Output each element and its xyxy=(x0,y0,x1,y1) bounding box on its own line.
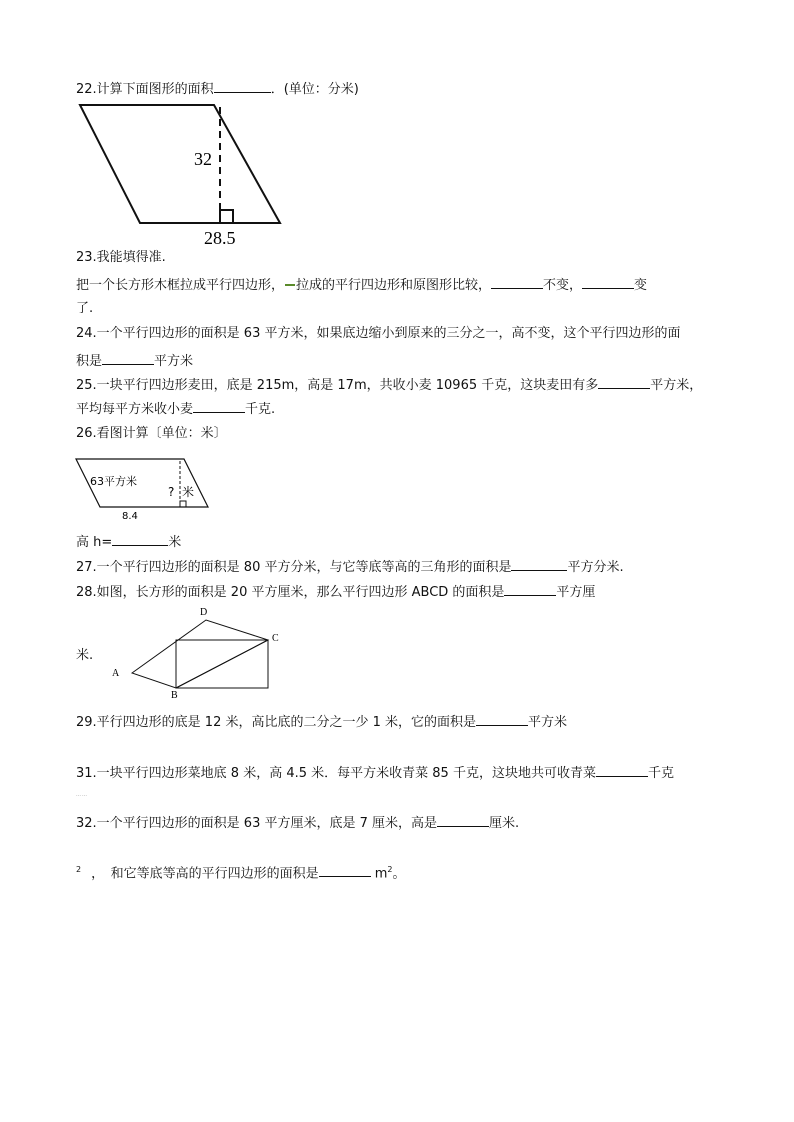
q25-unit-2: 千克. xyxy=(245,402,276,417)
q23-line xyxy=(76,275,647,295)
q22-right-angle-mark xyxy=(220,210,233,223)
q28-unit: 平方厘 xyxy=(556,585,596,600)
q25-line-2 xyxy=(76,399,275,419)
q33-superscript-2: 2 xyxy=(387,865,393,874)
q26-answer-blank[interactable] xyxy=(112,532,168,546)
q22-height-label: 32 xyxy=(194,149,212,169)
q27-text: 27.一个平行四边形的面积是 80 平方分米，与它等底等高的三角形的面积是 xyxy=(76,560,512,575)
q25-answer-blank-2[interactable] xyxy=(193,399,245,413)
q28-geometry-figure xyxy=(106,602,290,698)
q31-small-mark: …… xyxy=(76,792,88,798)
q28-label-c: C xyxy=(272,633,279,644)
q26-text: 高 h= xyxy=(76,535,113,550)
q23-text-b: 拉成的平行四边形和原图形比较， xyxy=(296,278,492,293)
q32-answer-blank[interactable] xyxy=(437,813,489,827)
q26-height-question: ? xyxy=(168,485,175,499)
q32-text: 32.一个平行四边形的面积是 63 平方厘米，底是 7 厘米，高是 xyxy=(76,816,438,831)
q32-unit: 厘米. xyxy=(489,816,520,831)
q26-title: 26.看图计算〔单位：米〕 xyxy=(76,426,227,441)
q28-line-2: 米. xyxy=(76,648,94,663)
q29-unit: 平方米 xyxy=(528,715,568,730)
q22-base-label: 28.5 xyxy=(204,228,236,248)
q22-text: 22.计算下面图形的面积 xyxy=(76,82,214,97)
q33-text: ， 和它等底等高的平行四边形的面积是 xyxy=(91,866,319,882)
q27-line xyxy=(76,557,624,577)
q22-unit-text: ．(单位：分米) xyxy=(270,82,359,97)
q33-end: 。 xyxy=(392,866,406,882)
q28-parallelogram-abcd xyxy=(132,620,268,688)
q27-unit: 平方分米. xyxy=(567,560,624,575)
q22-line xyxy=(76,79,359,99)
q29-text: 29.平行四边形的底是 12 米，高比底的二分之一少 1 米，它的面积是 xyxy=(76,715,477,730)
q28-label-a: A xyxy=(112,668,120,679)
q33-answer-blank[interactable] xyxy=(319,863,371,877)
q28-line-1 xyxy=(76,582,595,602)
q28-diagonal-line xyxy=(176,640,268,688)
q22-parallelogram-figure xyxy=(72,98,288,248)
q23-text-a: 把一个长方形木框拉成平行四边形， xyxy=(76,278,285,293)
q27-answer-blank[interactable] xyxy=(511,557,567,571)
q25-answer-blank-1[interactable] xyxy=(598,375,650,389)
q28-answer-blank[interactable] xyxy=(504,582,556,596)
q31-answer-blank[interactable] xyxy=(596,763,648,777)
q24-line-1: 24.一个平行四边形的面积是 63 平方米，如果底边缩小到原来的三分之一，高不变，这个平行四边形的面 xyxy=(76,326,681,341)
q26-area-label: 63平方米 xyxy=(90,475,137,488)
q23-text-c: 不变， xyxy=(543,278,583,293)
q23-answer-blank-1[interactable] xyxy=(491,275,543,289)
q24-unit: 平方米 xyxy=(154,354,194,369)
q33-line xyxy=(76,861,406,883)
q31-unit: 千克 xyxy=(647,766,674,781)
q24-answer-blank[interactable] xyxy=(102,351,154,365)
q22-answer-blank[interactable] xyxy=(214,79,271,93)
q26-base-label: 8.4 xyxy=(122,511,138,522)
q23-line-end: 了. xyxy=(76,301,94,316)
q28-text: 28.如图，长方形的面积是 20 平方厘米，那么平行四边形 ABCD 的面积是 xyxy=(76,585,505,600)
q23-title: 23.我能填得准. xyxy=(76,250,166,265)
q25-text-2: 平均每平方米收小麦 xyxy=(76,402,194,417)
q31-line xyxy=(76,763,674,783)
q25-unit-1: 平方米， xyxy=(650,378,703,393)
q32-line xyxy=(76,813,519,833)
q26-right-angle-mark xyxy=(180,501,186,507)
q26-unit-label: 米 xyxy=(182,485,195,499)
q28-label-b: B xyxy=(171,690,178,698)
q23-answer-blank-2[interactable] xyxy=(582,275,634,289)
q26-answer-line xyxy=(76,532,181,552)
q24-text: 积是 xyxy=(76,354,103,369)
q23-text-d: 变 xyxy=(634,278,648,293)
q26-parallelogram-figure xyxy=(72,456,212,522)
q25-line-1 xyxy=(76,375,702,395)
q22-parallelogram-shape xyxy=(80,105,280,223)
q33-superscript-1: 2 xyxy=(76,865,82,874)
q25-text: 25.一块平行四边形麦田，底是 215m，高是 17m，共收小麦 10965 千克，这块麦田有多 xyxy=(76,378,599,393)
q31-text: 31.一块平行四边形菜地底 8 米，高 4.5 米．每平方米收青菜 85 千克，这块地共可收青菜 xyxy=(76,766,596,781)
q29-answer-blank[interactable] xyxy=(476,712,528,726)
q24-line-2 xyxy=(76,351,193,371)
q26-unit: 米 xyxy=(168,535,182,550)
q33-unit: m xyxy=(370,866,388,882)
q28-label-d: D xyxy=(200,607,208,618)
q29-line xyxy=(76,712,567,732)
